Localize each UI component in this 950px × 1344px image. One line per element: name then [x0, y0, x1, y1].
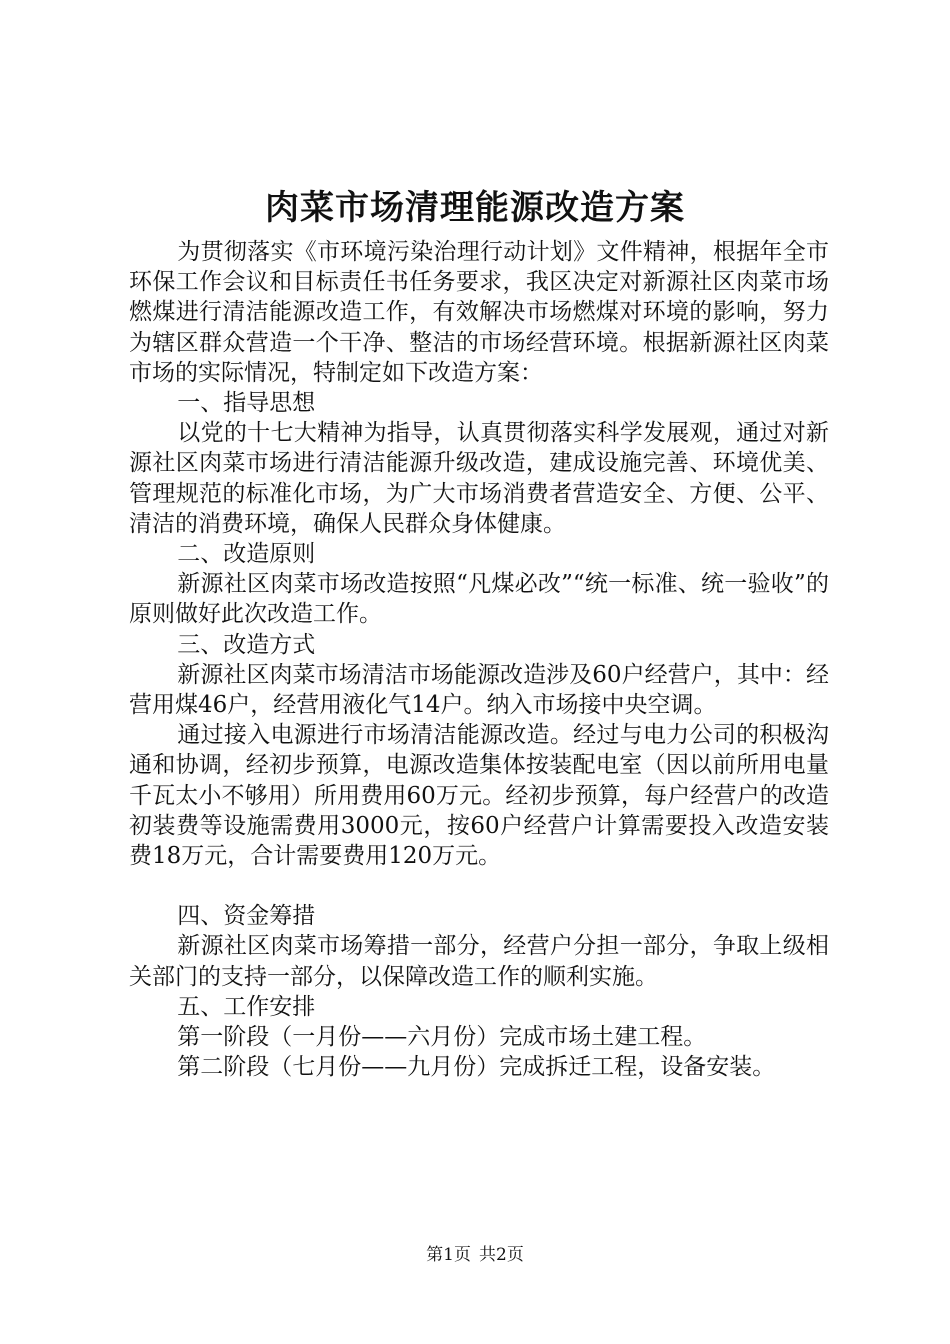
section-heading-principles: 二、改造原则 [177, 541, 316, 568]
guiding-ideology-paragraph: 以党的十七大精神为指导，认真贯彻落实科学发展观，通过对新源社区肉菜市场进行清洁能源升级改造，建成设施完善、环境优美、管理规范的标准化市场，为广大市场消费者营造安全、方便、公平、清洁的消费环境，确保人民群众身体健康。 [129, 420, 829, 537]
page-number: 第1页 [426, 1245, 471, 1265]
principles-paragraph: 新源社区肉菜市场改造按照“凡煤必改”“统一标准、统一验收”的原则做好此次改造工作。 [129, 571, 829, 628]
section-heading-method: 三、改造方式 [177, 631, 316, 658]
section-heading-schedule: 五、工作安排 [177, 993, 316, 1020]
method-paragraph-2: 通过接入电源进行市场清洁能源改造。经过与电力公司的积极沟通和协调，经初步预算，电源改造集体按装配电室（因以前所用电量千瓦太小不够用）所用费用60万元。经初步预算，每户经营户的改造初装费等设施需费用3000元，按60户经营户计算需要投入改造安装费18万元，合计需要费用120万元。 [129, 722, 829, 870]
intro-paragraph: 为贯彻落实《市环境污染治理行动计划》文件精神，根据年全市环保工作会议和目标责任书任务要求，我区决定对新源社区肉菜市场燃煤进行清洁能源改造工作，有效解决市场燃煤对环境的影响，努力为辖区群众营造一个干净、整洁的市场经营环境。根据新源社区肉菜市场的实际情况，特制定如下改造方案： [129, 239, 829, 386]
method-paragraph-1: 新源社区肉菜市场清洁市场能源改造涉及60户经营户，其中：经营用煤46户，经营用液化气14户。纳入市场接中央空调。 [129, 661, 829, 719]
schedule-phase-1: 第一阶段（一月份——六月份）完成市场土建工程。 [177, 1024, 707, 1051]
document-title: 肉菜市场清理能源改造方案 [265, 188, 685, 228]
page-total: 共2页 [479, 1245, 524, 1265]
document-body [129, 237, 829, 1082]
blank-line [129, 871, 829, 901]
funding-paragraph: 新源社区肉菜市场筹措一部分，经营户分担一部分，争取上级相关部门的支持一部分，以保障改造工作的顺利实施。 [129, 933, 829, 990]
schedule-phase-2: 第二阶段（七月份——九月份）完成拆迁工程，设备安装。 [177, 1054, 776, 1081]
section-heading-funding: 四、资金筹措 [177, 903, 316, 930]
page-footer [0, 1243, 950, 1267]
section-heading-guiding-ideology: 一、指导思想 [177, 390, 316, 417]
